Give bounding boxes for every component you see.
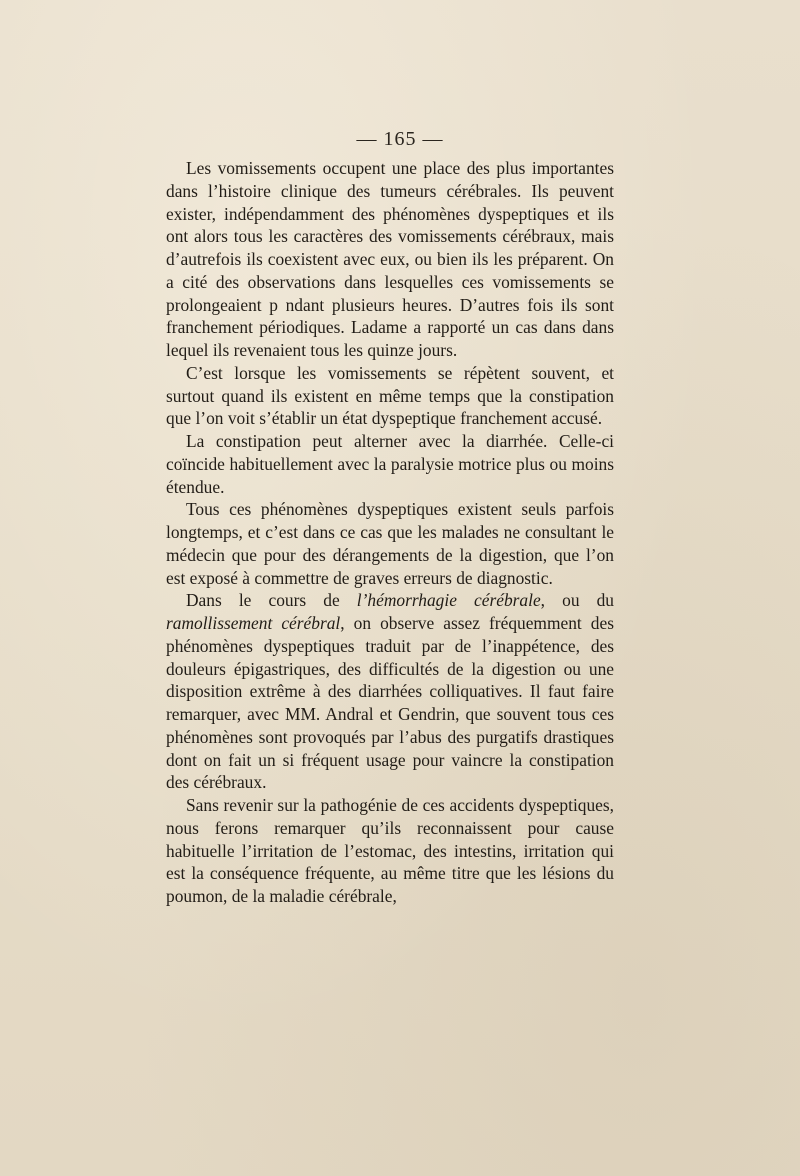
text-run: Dans le cours de	[186, 590, 357, 611]
paragraph	[166, 430, 614, 498]
paragraph	[166, 794, 614, 908]
text-run: Les vomissements occupent une place des plus importantes dans l’histoire clinique des tumeurs cérébrales. Ils peuvent exister, indépendamment des phénomènes dyspeptiques et ils ont alors tous les caractères des vomissements cérébraux, mais d’autrefois ils coexistent avec eux, ou bien ils les préparent. On a cité des observations dans lesquelles ces vomissements se prolongeaient p ndant plusieurs heures. D’autres fois ils sont franchement périodiques. Ladame a rapporté un cas dans dans lequel ils revenaient tous les quinze jours.	[166, 158, 614, 360]
text-run: La constipation peut alterner avec la diarrhée. Celle-ci coïncide habituellement avec la paralysie motrice plus ou moins étendue.	[166, 431, 614, 497]
paragraph	[166, 498, 614, 589]
text-run: Tous ces phénomènes dyspeptiques existent seuls parfois longtemps, et c’est dans ce cas que les malades ne consultant le médecin que pour des dérangements de la digestion, que l’on est exposé à commettre de graves erreurs de diagnostic.	[166, 499, 614, 588]
paragraph	[166, 589, 614, 794]
text-run: , ou du	[540, 590, 615, 611]
page-number: — 165 —	[356, 128, 444, 150]
body-text	[166, 157, 614, 908]
italic-text: ramollissement cérébral	[166, 613, 341, 633]
text-run: C’est lorsque les vomissements se répètent souvent, et surtout quand ils existent en même temps que la constipation que l’on voit s’établir un état dyspeptique franchement accusé.	[166, 362, 614, 429]
paragraph	[166, 362, 614, 430]
text-run: Sans revenir sur la pathogénie de ces accidents dyspeptiques, nous ferons remarquer qu’ils reconnaissent pour cause habituelle l’irritation de l’estomac, des intestins, irritation qui est la conséquence fréquente, au même titre que les lésions du poumon, de la maladie cérébrale,	[166, 795, 614, 906]
italic-text: l’hémorrhagie cérébrale	[356, 590, 541, 611]
text-run: , on observe assez fréquemment des phénomènes dyspeptiques traduit par de l’inappétence, des douleurs épigastriques, des difficultés de la digestion ou une disposition extrême à des diarrhées colliquatives. Il faut faire remarquer, avec MM. Andral et Gendrin, que souvent tous ces phénomènes sont provoqués par l’abus des purgatifs drastiques dont on fait un si fréquent usage pour vaincre la constipation des cérébraux.	[166, 613, 614, 793]
paragraph	[166, 157, 614, 362]
